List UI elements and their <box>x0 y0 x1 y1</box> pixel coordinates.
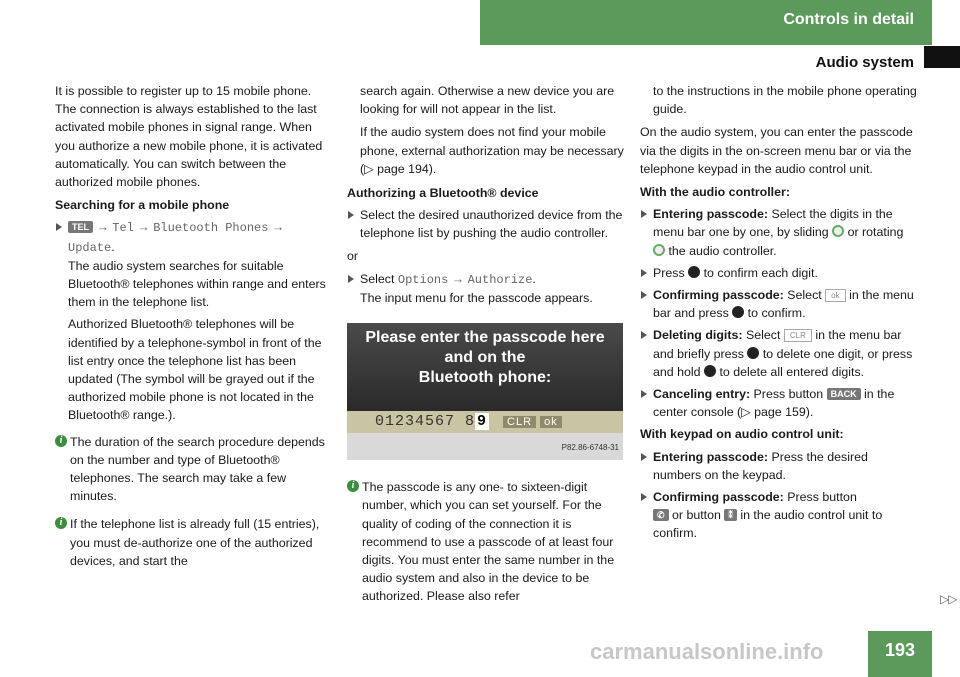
continued-text: to the instructions in the mobile phone operating guide. <box>653 84 917 117</box>
keypad-entering-step: Entering passcode: Press the desired numbers on the keypad. <box>640 448 917 484</box>
search-heading: Searching for a mobile phone <box>55 198 230 213</box>
section-marker-tab <box>924 46 960 68</box>
keypad-heading: With keypad on audio control unit: <box>640 427 844 442</box>
controller-slide-icon <box>832 225 844 237</box>
intro-paragraph: It is possible to register up to 15 mobile phone. The connection is always established to the last activated mobile phones in signal range. When you authorize a new mobile phone, it is activated automatically. You can switch between the authorized mobile phones. <box>55 84 323 190</box>
confirming-passcode-step: Confirming passcode: Select ok in the menu bar and press to confirm. <box>640 286 917 322</box>
controller-press-icon <box>704 365 716 377</box>
photo-reference: P82.86-6748-31 <box>561 443 619 453</box>
menu-path-update: Update <box>68 240 112 255</box>
bullet-triangle-icon <box>641 390 647 398</box>
search-result: The audio system searches for suitable Bluetooth® telephones within range and enters them in the telephone list. <box>68 258 326 310</box>
menu-path-options: Options <box>397 272 449 287</box>
bullet-triangle-icon <box>56 223 62 231</box>
bullet-triangle-icon <box>641 210 647 218</box>
entering-passcode-step: Entering passcode: Select the digits in the menu bar one by one, by sliding or rotating the audio controller. <box>640 205 917 260</box>
info-icon: i <box>55 435 67 447</box>
bullet-triangle-icon <box>641 331 647 339</box>
authorize-heading: Authorizing a Bluetooth® device <box>347 186 539 201</box>
page-number: 193 <box>868 631 932 677</box>
talk-key-icon: ⁑ <box>724 509 737 521</box>
controller-press-icon <box>732 306 744 318</box>
section-title: Controls in detail <box>783 11 914 28</box>
continued-arrows-icon: ▷▷ <box>940 592 957 606</box>
bullet-triangle-icon <box>641 269 647 277</box>
continued-text: search again. Otherwise a new device you are looking for will not appear in the list. If the audio system does not find your mobile phone, external authorization may be necessary (▷ page 194). <box>360 84 624 176</box>
press-confirm-step: Press to confirm each digit. <box>640 264 917 282</box>
controller-press-icon <box>688 266 700 278</box>
ok-key-icon: ok <box>825 289 845 302</box>
menu-path-authorize: Authorize <box>467 272 533 287</box>
column-2 <box>347 82 624 612</box>
column-3 <box>640 82 917 547</box>
column-1 <box>55 82 330 576</box>
authorize-step-2: Select Options → Authorize. The input menu for the passcode appears. <box>347 270 624 307</box>
subsection-title: Audio system <box>815 54 914 71</box>
canceling-entry-step: Canceling entry: Press button BACK in the center console (▷ page 159). <box>640 385 917 421</box>
tel-key-icon: TEL <box>68 221 93 233</box>
bullet-triangle-icon <box>348 211 354 219</box>
bullet-triangle-icon <box>348 275 354 283</box>
controller-heading: With the audio controller: <box>640 185 790 200</box>
bullet-triangle-icon <box>641 291 647 299</box>
menu-path-tel: Tel <box>112 221 134 236</box>
bullet-triangle-icon <box>641 453 647 461</box>
search-step: TEL → Tel → Bluetooth Phones → Update. The audio system searches for suitable Bluetooth® telephones within range and enters them in the telephone list. Authorized Bluetooth® telephones will be identified by a telephone-symbol in front of the list entry once the telephone list has been updated (The symbol will be grayed out if the authorized mobile phone is not located in the Bluetooth® range.). <box>55 218 330 424</box>
passcode-screen-photo: Please enter the passcode here and on the Bluetooth phone: 01234567 8 9 CLR ok P82.86-6748-31 <box>347 323 623 460</box>
menu-path-bluetooth-phones: Bluetooth Phones <box>153 221 269 236</box>
info-icon: i <box>347 480 359 492</box>
passcode-paragraph: On the audio system, you can enter the passcode via the digits in the on-screen menu bar or via the telephone keypad in the audio control unit. <box>640 125 913 176</box>
info-note-1: i The duration of the search procedure depends on the number and type of Bluetooth® telephones. The search may take a few minutes. <box>55 433 330 506</box>
or-text: or <box>347 248 359 263</box>
info-note-3: i The passcode is any one- to sixteen-digit number, which you can set yourself. For the quality of coding of the connection it is recommend to use a passcode of at least four digits. You must enter the same number in the audio system and also in the device to be authorized. Please also refer <box>347 478 624 605</box>
search-note: Authorized Bluetooth® telephones will be identified by a telephone-symbol in front of the list entry once the telephone list has been updated (The symbol will be grayed out if the authorized mobile phone is not located in the Bluetooth® range.). <box>68 317 322 423</box>
info-icon: i <box>55 517 67 529</box>
authorize-step-1: Select the desired unauthorized device from the telephone list by pushing the audio controller. <box>347 206 624 242</box>
info-note-2: i If the telephone list is already full (15 entries), you must de-authorize one of the authorized devices, and start the <box>55 515 330 570</box>
phone-call-key-icon: ✆ <box>653 509 669 521</box>
deleting-digits-step: Deleting digits: Select CLR in the menu bar and briefly press to delete one digit, or press and hold to delete all entered digits. <box>640 326 917 381</box>
bullet-triangle-icon <box>641 493 647 501</box>
back-key-icon: BACK <box>827 388 861 400</box>
passcode-digit-bar: 01234567 8 9 CLR ok <box>347 411 623 433</box>
clr-key-icon: CLR <box>784 329 812 342</box>
keypad-confirming-step: Confirming passcode: Press button ✆ or button ⁑ in the audio control unit to confirm. <box>640 488 917 543</box>
controller-press-icon <box>747 347 759 359</box>
watermark: carmanualsonline.info <box>590 639 824 664</box>
controller-rotate-icon <box>653 244 665 256</box>
